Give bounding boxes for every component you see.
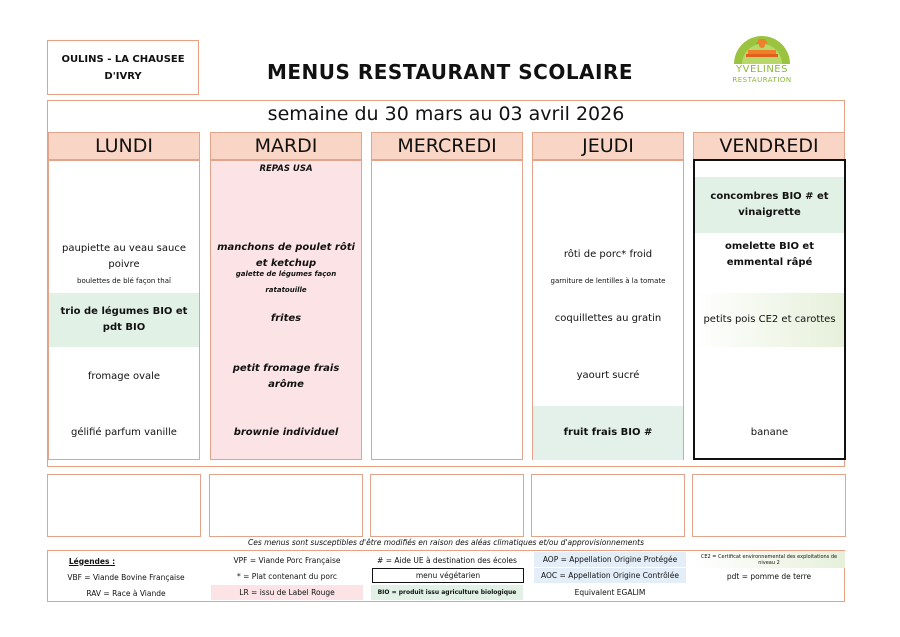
dish-dessert: gélifié parfum vanille [71, 427, 177, 438]
yvelines-restauration-logo [712, 30, 812, 90]
legend-ce2: CE2 = Certificat environnemental des exploitations de niveau 2 [693, 551, 845, 568]
dish-main-alt: galette de légumes façon ratatouille [235, 270, 337, 294]
dish-dessert: brownie individuel [233, 427, 339, 438]
day-header-lundi: LUNDI [48, 132, 200, 160]
dish-dairy: yaourt sucré [576, 370, 640, 381]
logo-brand-name: YVELINES [736, 64, 788, 75]
dish-dessert: banane [750, 427, 789, 438]
dish-main: omelette BIO et emmental râpé [725, 241, 814, 268]
dish-side: coquillettes au gratin [554, 313, 662, 324]
logo-emblem-icon [712, 30, 812, 66]
dish-main-alt: boulettes de blé façon thaï [77, 277, 171, 285]
page-title: MENUS RESTAURANT SCOLAIRE [266, 60, 634, 84]
dish-dairy: fromage ovale [87, 371, 161, 382]
day-header-mercredi: MERCREDI [371, 132, 523, 160]
day-header-jeudi: JEUDI [532, 132, 684, 160]
legend-vpf: VPF = Viande Porc Française [233, 555, 341, 565]
legend-aoc: AOC = Appellation Origine Contrôlée [534, 568, 686, 583]
school-location: OULINS - LA CHAUSEE D'IVRY [61, 53, 185, 82]
day-column-mardi [210, 160, 362, 460]
day-header-mardi: MARDI [210, 132, 362, 160]
legend-aop: AOP = Appellation Origine Protégée [534, 552, 686, 567]
legend-menu-vegetarien: menu végétarien [372, 568, 524, 583]
legend-porc: * = Plat contenant du porc [236, 571, 338, 581]
note-box-vendredi [692, 474, 846, 537]
note-box-mercredi [370, 474, 524, 537]
legend [47, 550, 845, 602]
legend-egalim: Equivalent EGALIM [574, 588, 646, 597]
dish-dairy: petit fromage frais arôme [232, 363, 340, 390]
dish-main: manchons de poulet rôti et ketchup [217, 242, 355, 269]
legend-label-rouge: LR = issu de Label Rouge [211, 585, 363, 600]
day-column-vendredi [693, 159, 846, 460]
legend-vbf: VBF = Viande Bovine Française [67, 572, 185, 582]
legend-pdt: pdt = pomme de terre [726, 571, 812, 581]
day-column-mercredi [371, 160, 523, 460]
day-column-lundi [48, 160, 200, 460]
dish-side: petits pois CE2 et carottes [695, 293, 844, 347]
disclaimer: Ces menus sont susceptibles d'être modifiés en raison des aléas climatiques et/ou d'approvisionnements [247, 538, 645, 547]
legend-bio: BIO = produit issu agriculture biologique [371, 585, 523, 600]
legend-aide-ue: # = Aide UE à destination des écoles [377, 555, 517, 565]
day-column-jeudi [532, 160, 684, 460]
dish-main: paupiette au veau sauce poivre [62, 243, 186, 270]
note-box-mardi [209, 474, 363, 537]
dish-side: frites [270, 313, 302, 324]
legend-title: Légendes : [68, 556, 116, 566]
dish-starter: concombres BIO # et vinaigrette [695, 177, 844, 233]
dish-side: trio de légumes BIO et pdt BIO [49, 293, 199, 347]
dish-dessert: fruit frais BIO # [533, 406, 683, 460]
legend-rav: RAV = Race à Viande [86, 588, 166, 598]
note-box-lundi [47, 474, 201, 537]
note-box-jeudi [531, 474, 685, 537]
logo-brand-tagline: RESTAURATION [732, 76, 792, 84]
week-title: semaine du 30 mars au 03 avril 2026 [267, 103, 625, 125]
theme-note: REPAS USA [259, 164, 313, 174]
school-location-box [47, 40, 199, 95]
day-header-vendredi: VENDREDI [693, 132, 845, 160]
dish-main-alt: garniture de lentilles à la tomate [550, 277, 666, 285]
dish-main: rôti de porc* froid [563, 249, 653, 260]
